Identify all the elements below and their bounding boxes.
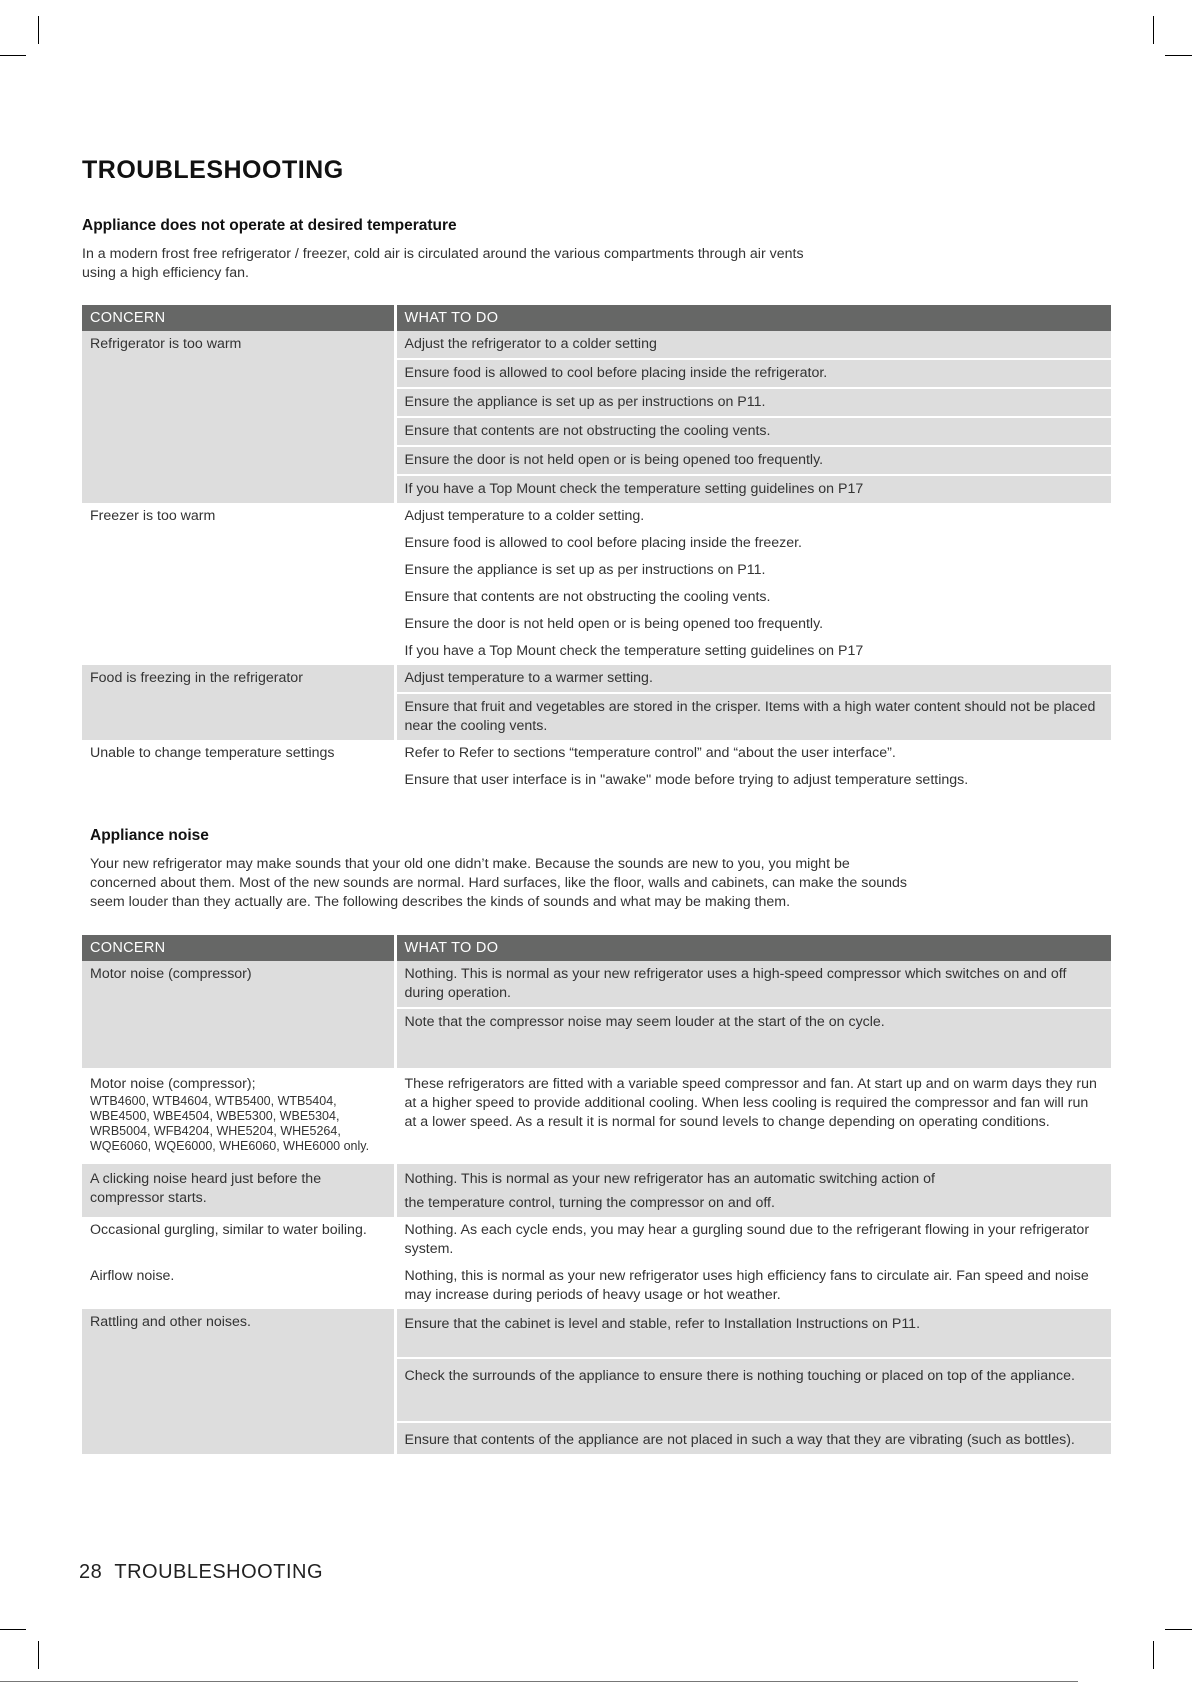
action-cell: Check the surrounds of the appliance to ensure there is nothing touching or placed on top of the appliance. [395, 1358, 1111, 1422]
table-header-row [82, 305, 1111, 331]
concern-cell: Unable to change temperature settings [82, 740, 395, 794]
crop-mark [1165, 1629, 1192, 1630]
intro-line: In a modern frost free refrigerator / freezer, cold air is circulated around the various compartments through air vents [82, 246, 804, 262]
intro-line: concerned about them. Most of the new sounds are normal. Hard surfaces, like the floor, walls and cabinets, can make the sounds [90, 875, 908, 891]
table-header-row [82, 935, 1111, 961]
action-cell: Ensure food is allowed to cool before placing inside the freezer. [404, 535, 802, 551]
table-row [82, 1217, 1111, 1263]
action-cell: Adjust temperature to a warmer setting. [395, 665, 1111, 693]
concern-cell: Food is freezing in the refrigerator [82, 665, 395, 740]
table-row [82, 1263, 1111, 1309]
action-cell: Ensure that contents are not obstructing the cooling vents. [395, 417, 1111, 446]
concern-text: Motor noise (compressor); [90, 1076, 256, 1092]
table-row [82, 665, 1111, 693]
page-number: 28 [79, 1561, 103, 1583]
section-intro-noise [90, 855, 907, 912]
table-row [82, 961, 1111, 1008]
concern-cell: Freezer is too warm [82, 503, 395, 665]
column-header-what-to-do: WHAT TO DO [395, 935, 1111, 961]
page-footer [79, 1561, 323, 1584]
action-cell: Ensure that contents are not obstructing the cooling vents. [404, 589, 771, 605]
crop-mark [1153, 1641, 1154, 1669]
action-cell: Ensure the door is not held open or is being opened too frequently. [395, 446, 1111, 475]
crop-mark [38, 1641, 39, 1669]
table-row [82, 1309, 1111, 1358]
action-cell: Ensure the door is not held open or is being opened too frequently. [404, 616, 824, 632]
action-cell: Note that the compressor noise may seem louder at the start of the on cycle. [395, 1008, 1111, 1068]
crop-mark [0, 55, 26, 56]
footer-label: TROUBLESHOOTING [114, 1561, 324, 1583]
noise-troubleshooting-table [82, 935, 1111, 1454]
action-line: the temperature control, turning the compressor on and off. [404, 1195, 775, 1211]
crop-mark [1153, 16, 1154, 44]
action-cell: Nothing, this is normal as your new refrigerator uses high efficiency fans to circulate air. Fan speed and noise may increase during periods of heavy usage or hot weather. [404, 1268, 1089, 1303]
action-cell: Nothing. As each cycle ends, you may hear a gurgling sound due to the refrigerant flowing in your refrigerator system. [404, 1222, 1090, 1257]
crop-mark [1165, 55, 1192, 56]
action-cell: Ensure the appliance is set up as per instructions on P11. [395, 388, 1111, 417]
action-cell: Nothing. This is normal as your new refrigerator uses a high-speed compressor which switches on and off during operation. [395, 961, 1111, 1008]
action-line: Nothing. This is normal as your new refrigerator has an automatic switching action of [404, 1171, 935, 1187]
action-cell: If you have a Top Mount check the temperature setting guidelines on P17 [395, 475, 1111, 503]
concern-cell: Motor noise (compressor) [82, 961, 395, 1068]
column-header-what-to-do: WHAT TO DO [395, 305, 1111, 331]
action-cell: Ensure that contents of the appliance are not placed in such a way that they are vibrating (such as bottles). [395, 1422, 1111, 1454]
concern-cell: Refrigerator is too warm [82, 331, 395, 503]
column-header-concern: CONCERN [82, 935, 395, 961]
concern-cell: Airflow noise. [82, 1263, 395, 1309]
action-cell: Ensure that the cabinet is level and stable, refer to Installation Instructions on P11. [395, 1309, 1111, 1358]
action-cell: Ensure that fruit and vegetables are stored in the crisper. Items with a high water content should not be placed near the cooling vents. [395, 693, 1111, 740]
table-row [82, 331, 1111, 359]
action-cell [395, 1164, 1111, 1217]
concern-cell: A clicking noise heard just before the compressor starts. [82, 1164, 395, 1217]
temperature-troubleshooting-table [82, 305, 1111, 794]
action-cell: Ensure the appliance is set up as per instructions on P11. [404, 562, 766, 578]
crop-mark [0, 1629, 26, 1630]
action-cell: Adjust temperature to a colder setting. [404, 508, 645, 524]
action-cell: Ensure that user interface is in "awake" mode before trying to adjust temperature settings. [404, 772, 969, 788]
concern-cell: Occasional gurgling, similar to water boiling. [82, 1217, 395, 1263]
page-title: TROUBLESHOOTING [82, 156, 344, 184]
table-row [82, 1071, 1111, 1164]
intro-line: using a high efficiency fan. [82, 265, 249, 281]
concern-cell [82, 1071, 395, 1164]
section-intro-temperature [82, 245, 804, 283]
bottom-rule [0, 1681, 1078, 1682]
concern-cell: Rattling and other noises. [82, 1309, 395, 1454]
action-cell: These refrigerators are fitted with a variable speed compressor and fan. At start up and on warm days they run at a higher speed to provide additional cooling. When less cooling is required the compressor and fan will run at a lower speed. As a result it is normal for sound levels to change depending on operating conditions. [404, 1076, 1097, 1130]
column-header-concern: CONCERN [82, 305, 395, 331]
action-cell: Refer to Refer to sections “temperature control” and “about the user interface”. [404, 745, 896, 761]
action-cell: If you have a Top Mount check the temperature setting guidelines on P17 [404, 643, 864, 659]
intro-line: Your new refrigerator may make sounds that your old one didn’t make. Because the sounds are new to you, you might be [90, 856, 850, 872]
section-title-noise: Appliance noise [90, 827, 209, 844]
action-cell: Adjust the refrigerator to a colder setting [395, 331, 1111, 359]
table-row [82, 740, 1111, 767]
intro-line: seem louder than they actually are. The following describes the kinds of sounds and what may be making them. [90, 894, 791, 910]
crop-mark [38, 16, 39, 44]
model-list: WTB4600, WTB4604, WTB5400, WTB5404, WBE4500, WBE4504, WBE5300, WBE5304, WRB5004, WFB4204, WHE5204, WHE5264, WQE6060, WQE6000, WHE6060, WHE6000 only. [90, 1094, 370, 1153]
table-row [82, 1164, 1111, 1217]
section-title-temperature: Appliance does not operate at desired temperature [82, 217, 457, 234]
table-row [82, 503, 1111, 530]
action-cell: Ensure food is allowed to cool before placing inside the refrigerator. [395, 359, 1111, 388]
